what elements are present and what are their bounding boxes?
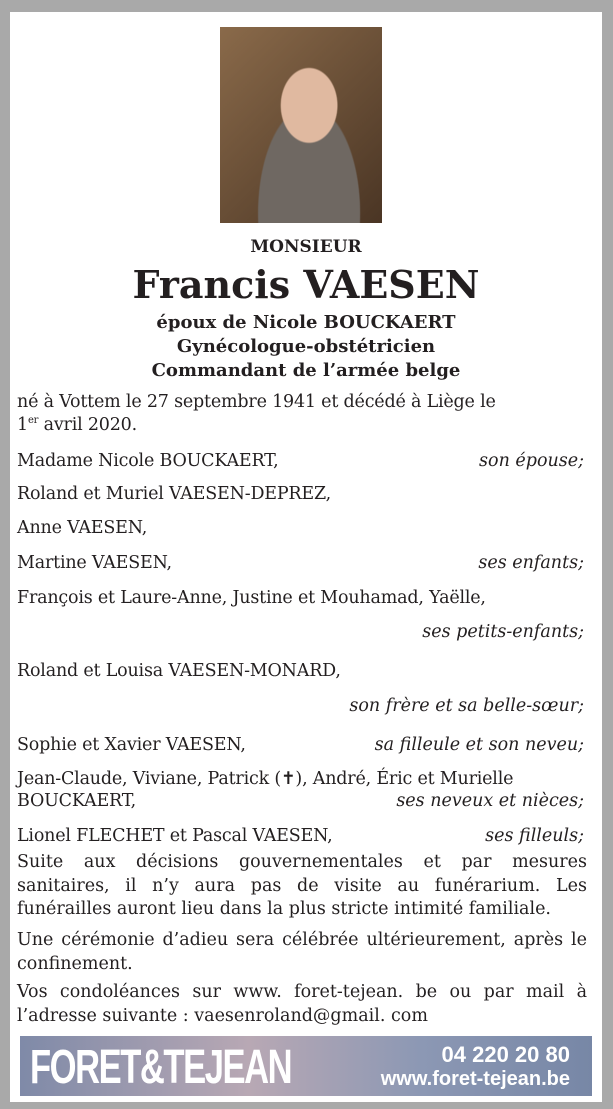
title: MONSIEUR [250,237,362,257]
family-name: BOUCKAERT, [17,791,136,811]
funeral-home-banner [20,1036,592,1096]
family-name: Madame Nicole BOUCKAERT, [17,451,279,471]
family-name: Martine VAESEN, [17,553,172,573]
family-relation: ses filleuls; [485,826,584,846]
phone-number: 04 220 20 80 [441,1042,570,1067]
ordinal: er [27,415,39,427]
spouse-line: époux de Nicole BOUCKAERT [156,312,456,333]
website-link[interactable]: www.foret-tejean.be [380,1068,570,1090]
family-relation: ses neveux et nièces; [396,791,584,811]
family-name: Jean-Claude, Viviane, Patrick (✝), André, Éric et Murielle [17,769,514,789]
rank-line: Commandant de l’armée belge [151,360,461,381]
family-relation: son frère et sa belle-sœur; [349,696,584,716]
funeral-home-logo: FORET&TEJEAN [30,1041,292,1094]
family-name: Anne VAESEN, [17,518,148,538]
family-name: Lionel FLECHET et Pascal VAESEN, [17,826,333,846]
birth-line: né à Vottem le 27 septembre 1941 et décédé à Liège le [17,392,496,412]
obituary-notice [10,12,602,1102]
portrait-photo [220,27,382,223]
paragraph: Une cérémonie d’adieu sera célébrée ultérieurement, après le confinement. [17,930,587,974]
family-name: Roland et Louisa VAESEN-MONARD, [17,661,341,681]
paragraph: Vos condoléances sur www. foret-tejean. be ou par mail à l’adresse suivante : vaesenroland@gmail. com [17,982,587,1026]
family-relation: sa filleule et son neveu; [374,735,584,755]
family-name: Sophie et Xavier VAESEN, [17,735,246,755]
family-relation: ses enfants; [478,553,584,573]
death-date [17,415,137,435]
family-name: Roland et Muriel VAESEN-DEPREZ, [17,484,331,504]
family-name: François et Laure-Anne, Justine et Mouhamad, Yaëlle, [17,588,486,608]
family-relation: son épouse; [479,451,584,471]
deceased-name: Francis VAESEN [132,262,480,307]
day: 1 [17,415,28,435]
family-relation: ses petits-enfants; [422,622,584,642]
profession-line: Gynécologue-obstétricien [176,336,436,357]
month-year: avril 2020. [38,415,137,435]
paragraph: Suite aux décisions gouvernementales et par mesures sanitaires, il n’y aura pas de visite au funérarium. Les funérailles auront lieu dans la plus stricte intimité familiale. [17,852,587,919]
